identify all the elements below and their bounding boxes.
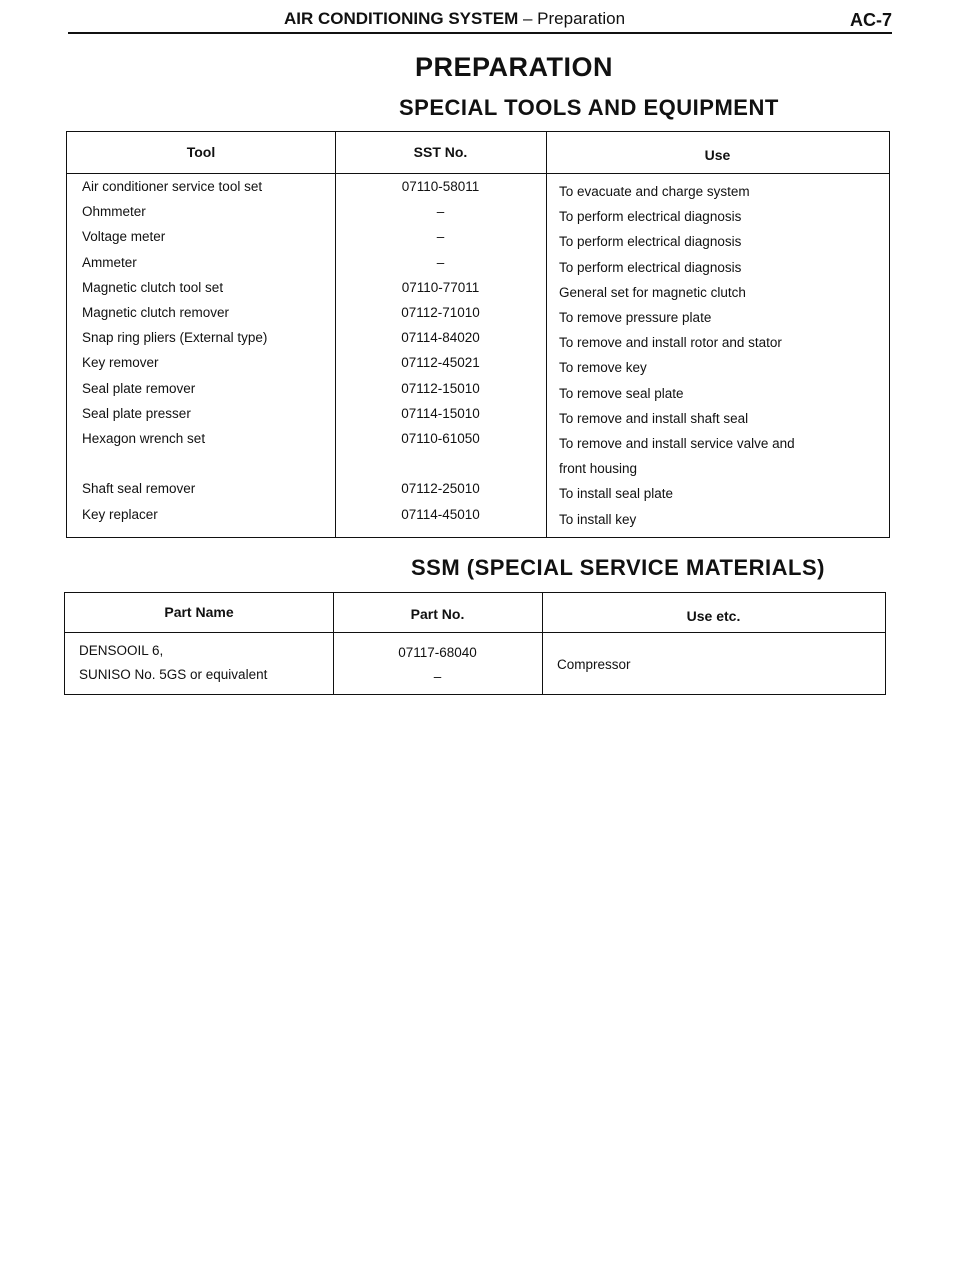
tool-use: front housing [559, 461, 638, 477]
tool-use: To evacuate and charge system [559, 184, 750, 199]
sst-number: 07114-45010 [401, 506, 480, 522]
ssm-header-use: Use etc. [686, 608, 741, 624]
sst-number: 07110-61050 [401, 431, 480, 446]
tools-table [66, 131, 890, 538]
tool-name: Voltage meter [82, 229, 166, 245]
tool-name: Magnetic clutch remover [82, 305, 230, 320]
header-section: AIR CONDITIONING SYSTEM [284, 9, 519, 28]
tool-name: Air conditioner service tool set [82, 179, 263, 194]
tool-name: Seal plate presser [82, 405, 191, 421]
sst-number: 07112-71010 [401, 305, 480, 320]
sst-number: 07112-45021 [401, 355, 480, 371]
tool-use: To remove pressure plate [559, 310, 712, 325]
header-subsection: Preparation [537, 9, 626, 28]
ssm-header-divider [65, 632, 885, 633]
sst-number: 07114-15010 [401, 405, 480, 421]
page-title: PREPARATION [415, 52, 614, 82]
tool-use: To install seal plate [559, 486, 674, 502]
tool-use: To remove seal plate [559, 385, 684, 401]
tool-name: Key remover [82, 355, 159, 371]
tool-name: Ammeter [82, 254, 137, 270]
tool-name: Snap ring pliers (External type) [82, 330, 268, 346]
ssm-part-number: – [433, 669, 442, 684]
tool-name: Shaft seal remover [82, 481, 196, 497]
tool-name: Hexagon wrench set [82, 431, 206, 446]
tool-name: Key replacer [82, 506, 158, 522]
ssm-heading: SSM (SPECIAL SERVICE MATERIALS) [411, 555, 825, 580]
tool-use: To remove key [559, 360, 647, 376]
tool-use: To perform electrical diagnosis [559, 209, 742, 225]
tool-use: General set for magnetic clutch [559, 284, 746, 300]
tool-use: To install key [559, 511, 637, 527]
ssm-part-name: DENSOOIL 6, [79, 643, 164, 658]
ssm-header-part-no: Part No. [410, 606, 465, 622]
tools-header-tool: Tool [186, 144, 216, 160]
tool-use: To perform electrical diagnosis [559, 234, 742, 250]
sst-number: 07110-77011 [401, 279, 480, 295]
tools-heading: SPECIAL TOOLS AND EQUIPMENT [399, 95, 779, 120]
tool-name: Magnetic clutch tool set [82, 279, 224, 295]
sst-number: 07112-25010 [401, 481, 480, 497]
tools-header-use: Use [704, 147, 731, 163]
sst-number: – [436, 254, 445, 270]
ssm-header-part-name: Part Name [164, 604, 234, 620]
tool-use: To remove and install rotor and stator [559, 335, 782, 351]
ssm-part-number: 07117-68040 [398, 645, 477, 660]
sst-number: – [436, 204, 445, 220]
tool-use: To perform electrical diagnosis [559, 259, 742, 275]
ssm-table [64, 592, 886, 695]
page-number: AC-7 [849, 10, 892, 30]
sst-number: 07110-58011 [401, 179, 480, 194]
tool-name: Seal plate remover [82, 380, 196, 396]
sst-number: 07114-84020 [401, 330, 480, 346]
ssm-part-name: SUNISO No. 5GS or equivalent [79, 667, 268, 682]
tools-header-sst: SST No. [413, 144, 468, 160]
header-separator: – [522, 9, 533, 28]
header-title [284, 9, 625, 29]
sst-number: 07112-15010 [401, 380, 480, 396]
page-header [68, 8, 892, 34]
tools-header-divider [67, 173, 889, 174]
tool-use: To remove and install shaft seal [559, 410, 749, 426]
tool-name: Ohmmeter [82, 204, 146, 220]
sst-number: – [436, 229, 445, 245]
tools-col-divider-2 [546, 132, 547, 537]
tool-use: To remove and install service valve and [559, 436, 795, 451]
ssm-use: Compressor [557, 657, 631, 672]
